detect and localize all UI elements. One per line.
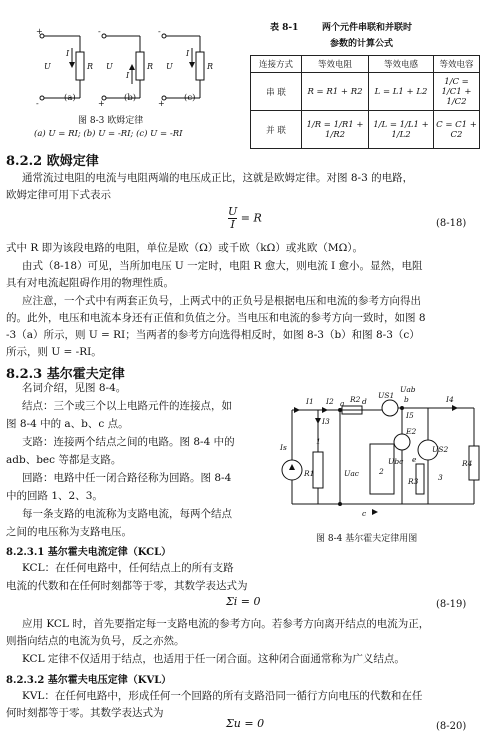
paragraph-line: 的。此外，电压和电流本身还有正值和负值之分。当电压和电流的参考方向一致时，如图 8 — [6, 312, 426, 324]
fig84-label-Uab: Uab — [400, 385, 416, 394]
table-label: 表 8-1 — [270, 23, 299, 33]
fig84-label-c: c — [362, 509, 367, 518]
fig84-label-d: d — [362, 397, 367, 406]
fig84-label-e: e — [412, 455, 417, 464]
equation-tag: (8-18) — [436, 218, 467, 229]
fig84-label-Is: Is — [280, 443, 287, 452]
equation-tag: (8-19) — [436, 599, 467, 610]
fig83-sublabel-b: (b) — [124, 93, 137, 103]
fig84-label-I3: I3 — [322, 417, 330, 426]
fig83-subcaption: (a) U = RI; (b) U = -RI; (c) U = -RI — [34, 129, 183, 139]
fig83-a-I: I — [66, 49, 70, 58]
paragraph-line: 中的回路 1、2、3。 — [6, 490, 103, 502]
paragraph-line: 通常流过电阻的电流与电阻两端的电压成正比，这就是欧姆定律。对图 8-3 的电路， — [22, 172, 414, 184]
fig83-sublabel-c: (c) — [184, 93, 196, 103]
paragraph-line: 电流的代数和在任何时刻都等于零，其数学表达式为 — [6, 580, 248, 592]
fig84-label-loop1: 1 — [316, 437, 321, 446]
fig83-a-R: R — [87, 62, 94, 71]
fig84-label-Us1: US1 — [378, 391, 395, 400]
fig84-label-loop2: 2 — [379, 467, 384, 476]
paragraph-line: 应用 KCL 时，首先要指定每一支路电流的参考方向。若参考方向离开结点的电流为正， — [22, 618, 430, 630]
table-header-inductance: 等效电感 — [369, 56, 434, 73]
paragraph-line: KCL 定律不仅适用于结点，也适用于任一闭合面。这种闭合面通常称为广义结点。 — [22, 653, 405, 665]
fig84-label-E2: E2 — [406, 427, 417, 436]
table-cell-capacitance: 1/C = 1/C1 + 1/C2 — [434, 73, 480, 111]
fig84-label-R2: R2 — [350, 395, 361, 404]
paragraph-line: 何时刻都等于零。其数学表达式为 — [6, 707, 164, 719]
fig84-label-loop3: 3 — [438, 473, 443, 482]
fig83-b-U: U — [106, 62, 113, 71]
section-heading-kirchhoff: 8.2.3 基尔霍夫定律 — [6, 367, 125, 382]
kvl-heading: 8.2.3.2 基尔霍夫电压定律（KVL） — [6, 675, 172, 686]
equation-8-19: Σi = 0 — [226, 595, 261, 608]
table-row — [251, 73, 480, 111]
paragraph-line: 则指向结点的电流为负号，反之亦然。 — [6, 635, 185, 647]
paragraph-line: 由式（8-18）可见，当所加电压 U 一定时，电阻 R 愈大，则电流 I 愈小。显然，电阻 — [22, 260, 423, 272]
fig83-a-U: U — [44, 62, 51, 71]
fig84-label-b: b — [404, 395, 409, 404]
paragraph-line: 欧姆定律可用下式表示 — [6, 189, 111, 201]
section-heading-ohms-law: 8.2.2 欧姆定律 — [6, 154, 99, 169]
table-cell-type: 并 联 — [251, 111, 302, 149]
table-header-type: 连接方式 — [251, 56, 302, 73]
kcl-heading: 8.2.3.1 基尔霍夫电流定律（KCL） — [6, 547, 172, 558]
paragraph-line: 应注意，一个式中有两套正负号，上两式中的正负号是根据电压和电流的参考方向得出 — [22, 295, 421, 307]
fig83-c-plus: + — [158, 99, 165, 108]
table-cell-capacitance: C = C1 + C2 — [434, 111, 480, 149]
fig84-label-Uac: Uac — [344, 469, 359, 478]
fig83-b-plus: + — [98, 99, 105, 108]
table-cell-resistance: R = R1 + R2 — [302, 73, 369, 111]
fig84-label-Us2: US2 — [432, 445, 449, 454]
paragraph-line: 每一条支路的电流称为支路电流，每两个结点 — [22, 508, 232, 520]
table-header-capacitance: 等效电容 — [434, 56, 480, 73]
fig84-label-R3: R3 — [408, 477, 419, 486]
paragraph-line: 名词介绍，见图 8-4。 — [22, 382, 127, 394]
fig84-label-I1: I1 — [306, 397, 314, 406]
fig84-label-I4: I4 — [446, 395, 454, 404]
table-cell-type: 串 联 — [251, 73, 302, 111]
fig83-a-minus: - — [36, 99, 39, 108]
paragraph-line: KVL：在任何电路中，形成任何一个回路的所有支路沿同一循行方向电压的代数和在任 — [22, 690, 423, 702]
table-row — [251, 111, 480, 149]
fig83-c-minus: - — [158, 27, 161, 36]
table-cell-resistance: 1/R = 1/R1 + 1/R2 — [302, 111, 369, 149]
fig84-label-I2: I2 — [326, 397, 334, 406]
paragraph-line: 图 8-4 中的 a、b、c 点。 — [6, 418, 129, 430]
equation-8-20: Σu = 0 — [226, 717, 265, 730]
fig83-sublabel-a: (a) — [64, 93, 76, 103]
equation-8-18 — [228, 206, 262, 231]
table-cell-inductance: 1/L = 1/L1 + 1/L2 — [369, 111, 434, 149]
fig84-label-Ubc: Ubc — [388, 457, 404, 466]
paragraph-line: adb、bec 等都是支路。 — [6, 454, 122, 466]
paragraph-line: -3（a）所示，则 U = RI；当两者的参考方向选得相反时，如图 8-3（b）和图 8-3（c） — [6, 329, 420, 341]
fig84-label-R1: R1 — [304, 469, 315, 478]
fig83-caption: 图 8-3 欧姆定律 — [78, 116, 144, 126]
fig83-b-I: I — [126, 71, 130, 80]
fig83-a-plus: + — [36, 27, 43, 36]
table-title-line2: 参数的计算公式 — [330, 39, 394, 49]
fig83-c-I: I — [186, 49, 190, 58]
paragraph-line: 回路：电路中任一闭合路径称为回路。图 8-4 — [22, 472, 232, 484]
fig84-label-I5: I5 — [406, 411, 414, 420]
formula-table — [250, 55, 480, 149]
fraction-numerator: U — [228, 205, 238, 218]
fig83-c-R: R — [207, 62, 214, 71]
fig83-b-R: R — [147, 62, 154, 71]
paragraph-line: 支路：连接两个结点之间的电路。图 8-4 中的 — [22, 436, 235, 448]
paragraph-line: 式中 R 即为该段电路的电阻，单位是欧（Ω）或千欧（kΩ）或兆欧（MΩ）。 — [6, 242, 364, 254]
fig84-label-R4: R4 — [462, 459, 473, 468]
table-cell-inductance: L = L1 + L2 — [369, 73, 434, 111]
equation-tag: (8-20) — [436, 721, 467, 732]
paragraph-line: 具有对电流起阻碍作用的物理性质。 — [6, 277, 174, 289]
figure-8-4-circuit — [278, 384, 490, 520]
fig84-caption: 图 8-4 基尔霍夫定律用图 — [316, 534, 418, 544]
paragraph-line: 所示，则 U = -RI。 — [6, 346, 102, 358]
table-header-resistance: 等效电阻 — [302, 56, 369, 73]
paragraph-line: 之间的电压称为支路电压。 — [6, 526, 132, 538]
equation-rhs: = R — [240, 211, 262, 225]
paragraph-line: 结点：三个或三个以上电路元件的连接点，如 — [22, 400, 232, 412]
table-title-line1: 两个元件串联和并联时 — [322, 23, 413, 33]
fig83-c-U: U — [166, 62, 173, 71]
fraction — [228, 206, 237, 231]
fraction-denominator: I — [230, 218, 235, 231]
paragraph-line: KCL：在任何电路中，任何结点上的所有支路 — [22, 562, 234, 574]
fig84-label-a: a — [340, 399, 345, 408]
fig83-b-minus: - — [98, 27, 101, 36]
